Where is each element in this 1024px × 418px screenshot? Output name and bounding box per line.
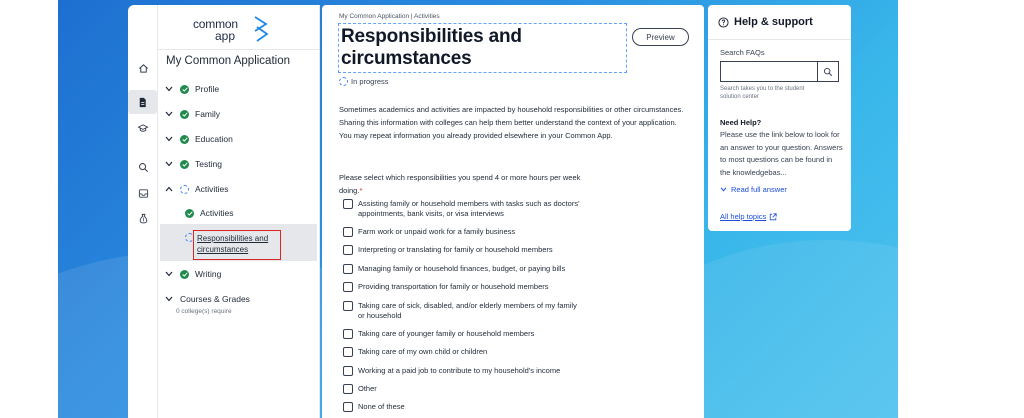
home-icon[interactable] xyxy=(131,56,155,80)
nav-item-label: Family xyxy=(195,109,221,119)
option-label: Other xyxy=(358,384,377,393)
sub-item-label: Activities xyxy=(200,208,234,218)
nav-item-testing[interactable] xyxy=(164,159,222,169)
option-paid-job[interactable] xyxy=(343,366,583,376)
search-icon[interactable] xyxy=(131,155,155,179)
logo-mark-icon xyxy=(253,15,269,43)
option-none[interactable] xyxy=(343,402,583,412)
option-own-child[interactable] xyxy=(343,347,583,357)
option-label: Taking care of sick, disabled, and/or elderly members of my family or household xyxy=(358,301,577,320)
checkbox[interactable] xyxy=(343,366,353,376)
option-interpreting[interactable] xyxy=(343,245,583,255)
chevron-down-icon xyxy=(164,109,174,119)
help-text: Please use the link below to look for an answer to your question. Answers to most questions can be found in the knowledgebas... xyxy=(720,130,843,177)
page-title: Responsibilities and circumstances xyxy=(341,26,522,69)
option-label: None of these xyxy=(358,402,405,411)
option-other[interactable] xyxy=(343,384,583,394)
nav-item-label: Profile xyxy=(195,84,220,94)
checkbox[interactable] xyxy=(343,301,353,311)
checkbox[interactable] xyxy=(343,264,353,274)
nav-item-label: Courses & Grades xyxy=(180,294,250,304)
main-panel xyxy=(322,5,704,418)
nav-item-family[interactable] xyxy=(164,109,220,119)
search-note: Search takes you to the student solution center xyxy=(720,86,805,100)
option-label: Assisting family or household members with tasks such as doctors' appointments, bank visits, or visa interviews xyxy=(358,199,580,218)
logo-text: common xyxy=(193,17,238,31)
intro-text: Sometimes academics and activities are impacted by household responsibilities or other circumstances. Sharing this information with colleges can help them better understand the context of your application. You may repeat information you already provided elsewhere in your Common App. xyxy=(339,105,684,140)
all-help-topics-label: All help topics xyxy=(720,212,767,221)
nav-item-label: Education xyxy=(195,134,233,144)
option-label: Interpreting or translating for family or household members xyxy=(358,245,553,254)
faq-search xyxy=(720,61,839,82)
help-panel xyxy=(708,5,851,231)
nav-title: My Common Application xyxy=(166,55,290,67)
search-label: Search FAQs xyxy=(720,48,765,57)
option-younger-family[interactable] xyxy=(343,329,583,339)
chevron-down-icon xyxy=(164,294,174,304)
in-progress-icon xyxy=(180,185,189,194)
checkbox[interactable] xyxy=(343,282,353,292)
checkbox[interactable] xyxy=(343,329,353,339)
question-label: Please select which responsibilities you spend 4 or more hours per week doing. xyxy=(339,173,581,195)
chevron-down-icon xyxy=(164,134,174,144)
option-sick-care[interactable] xyxy=(343,301,583,321)
check-circle-icon xyxy=(180,160,189,169)
search-input[interactable] xyxy=(720,61,817,82)
navigation-panel xyxy=(158,5,320,418)
external-link-icon xyxy=(769,213,777,221)
nav-item-courses-grades[interactable] xyxy=(164,294,250,304)
option-farm-work[interactable] xyxy=(343,227,583,237)
checkbox[interactable] xyxy=(343,227,353,237)
need-help-heading: Need Help? xyxy=(720,118,762,127)
help-header xyxy=(718,16,813,28)
read-full-answer-label: Read full answer xyxy=(731,185,787,194)
question-text xyxy=(339,171,589,197)
search-button[interactable] xyxy=(817,61,839,82)
check-circle-icon xyxy=(180,270,189,279)
option-label: Managing family or household finances, budget, or paying bills xyxy=(358,264,566,273)
logo-text: app xyxy=(215,29,236,43)
check-circle-icon xyxy=(180,110,189,119)
nav-item-label: Testing xyxy=(195,159,222,169)
in-progress-icon xyxy=(339,77,348,86)
nav-item-profile[interactable] xyxy=(164,84,219,94)
chevron-down-icon xyxy=(164,159,174,169)
divider xyxy=(158,49,320,50)
nav-item-activities[interactable] xyxy=(164,184,229,194)
nav-item-education[interactable] xyxy=(164,134,233,144)
option-assisting[interactable] xyxy=(343,199,583,219)
option-label: Taking care of my own child or children xyxy=(358,347,488,356)
option-label: Taking care of younger family or household members xyxy=(358,329,535,338)
nav-item-label: Writing xyxy=(195,269,222,279)
nav-item-label: Activities xyxy=(195,184,229,194)
option-label: Providing transportation for family or household members xyxy=(358,282,549,291)
graduation-cap-icon[interactable] xyxy=(131,116,155,140)
help-circle-icon xyxy=(718,17,729,28)
checkbox[interactable] xyxy=(343,347,353,357)
status xyxy=(339,77,389,86)
inbox-icon[interactable] xyxy=(131,181,155,205)
checkbox[interactable] xyxy=(343,384,353,394)
chevron-up-icon xyxy=(164,184,174,194)
page-title-container xyxy=(338,23,627,73)
divider xyxy=(708,39,851,40)
read-full-answer-link[interactable] xyxy=(720,185,787,194)
chevron-down-icon xyxy=(720,187,727,192)
checkbox[interactable] xyxy=(343,199,353,209)
money-bag-icon[interactable] xyxy=(131,206,155,230)
all-help-topics-link[interactable] xyxy=(720,212,777,221)
check-circle-icon xyxy=(180,135,189,144)
chevron-down-icon xyxy=(164,84,174,94)
icon-rail xyxy=(128,5,158,418)
search-icon xyxy=(823,67,833,77)
preview-button[interactable]: Preview xyxy=(632,28,689,46)
check-circle-icon xyxy=(185,209,194,218)
courses-note: 0 college(s) require xyxy=(176,308,232,315)
checkbox[interactable] xyxy=(343,245,353,255)
chevron-down-icon xyxy=(164,269,174,279)
option-label: Working at a paid job to contribute to my household's income xyxy=(358,366,561,375)
option-transportation[interactable] xyxy=(343,282,583,292)
sub-item-responsibilities[interactable]: Responsibilities and circumstances xyxy=(193,230,281,260)
sub-item-activities[interactable] xyxy=(185,208,234,218)
nav-item-writing[interactable] xyxy=(164,269,221,279)
option-finances[interactable] xyxy=(343,264,583,274)
breadcrumb[interactable]: My Common Application | Activities xyxy=(339,13,440,20)
option-label: Farm work or unpaid work for a family business xyxy=(358,227,516,236)
status-text: In progress xyxy=(351,77,389,86)
common-app-logo[interactable] xyxy=(191,13,291,47)
check-circle-icon xyxy=(180,85,189,94)
checkbox[interactable] xyxy=(343,402,353,412)
required-mark: * xyxy=(359,186,363,195)
document-icon[interactable] xyxy=(128,90,157,114)
help-title: Help & support xyxy=(734,16,813,28)
